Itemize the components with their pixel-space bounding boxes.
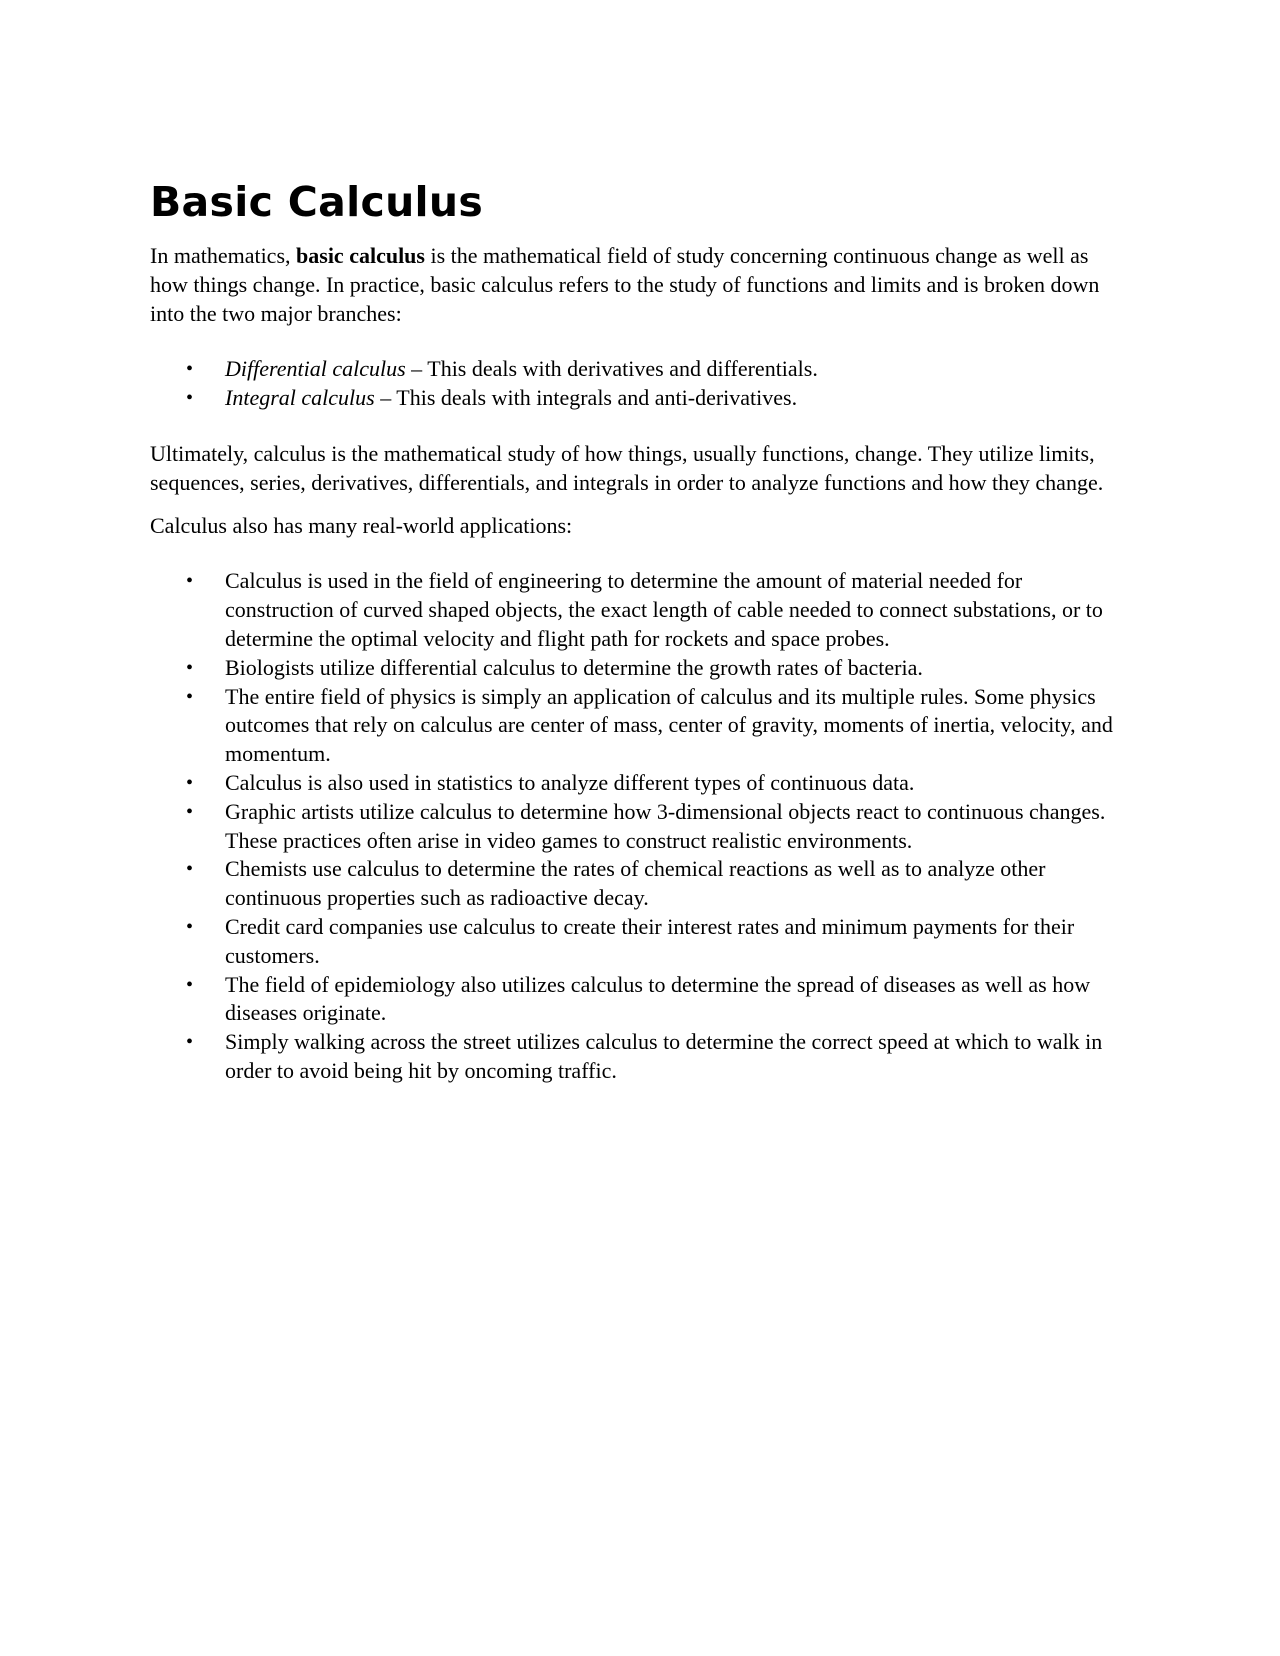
document-title: Basic Calculus (150, 178, 484, 226)
applications-intro: Calculus also has many real-world applications: (150, 512, 573, 538)
application-text: Graphic artists utilize calculus to determine how 3-dimensional objects react to continuous changes. These practices often arise in video games to construct realistic environments. (225, 798, 1106, 853)
branch-desc: – This deals with integrals and anti-derivatives. (374, 385, 798, 411)
bullet-icon: • (186, 387, 194, 410)
intro-paragraph (150, 242, 1130, 328)
bullet-icon: • (186, 973, 194, 996)
bullet-icon: • (186, 656, 194, 679)
bullet-icon: • (186, 915, 194, 938)
list-item (150, 769, 1130, 798)
application-text: Calculus is used in the field of engineering to determine the amount of material needed for construction of curved shaped objects, the exact length of cable needed to connect substations, or to determine the optimal velocity and flight path for rockets and space probes. (225, 568, 1103, 651)
bullet-icon: • (186, 570, 194, 593)
application-text: Biologists utilize differential calculus to determine the growth rates of bacteria. (225, 654, 923, 680)
list-item (150, 384, 1130, 413)
summary-paragraph: Ultimately, calculus is the mathematical study of how things, usually functions, change. They utilize limits, sequences, series, derivatives, differentials, and integrals in order to analyze functions and how they change. (150, 440, 1104, 495)
bullet-icon: • (186, 800, 194, 823)
bullet-icon: • (186, 858, 194, 881)
application-text: The entire field of physics is simply an application of calculus and its multiple rules. Some physics outcomes that rely on calculus are center of mass, center of gravity, moments of inertia, velocity, and momentum. (225, 683, 1113, 767)
bullet-icon: • (186, 771, 194, 794)
list-item (150, 913, 1130, 971)
branch-term: Integral calculus (225, 385, 375, 411)
application-text: Simply walking across the street utilizes calculus to determine the correct speed at which to walk in order to avoid being hit by oncoming traffic. (225, 1029, 1103, 1083)
branch-term: Differential calculus (225, 356, 406, 382)
list-item (150, 855, 1130, 913)
application-text: Credit card companies use calculus to create their interest rates and minimum payments for their customers. (225, 913, 1075, 968)
list-item (150, 683, 1130, 769)
list-item (150, 798, 1130, 856)
document-page (150, 176, 1130, 1086)
applications-list (150, 567, 1130, 1085)
branches-list (150, 355, 1130, 413)
list-item (150, 654, 1130, 683)
application-text: Chemists use calculus to determine the rates of chemical reactions as well as to analyze other continuous properties such as radioactive decay. (225, 856, 1046, 911)
list-item (150, 355, 1130, 384)
list-item (150, 971, 1130, 1029)
intro-prefix: In mathematics, (150, 243, 297, 268)
bullet-icon: • (186, 358, 194, 381)
intro-bold-term: basic calculus (296, 243, 425, 268)
intro-suffix: is the mathematical field of study concerning continuous change as well as how things change. In practice, basic calculus refers to the study of functions and limits and is broken down into the two major branches: (150, 243, 1100, 326)
list-item (150, 567, 1130, 653)
bullet-icon: • (186, 1031, 194, 1054)
application-text: Calculus is also used in statistics to analyze different types of continuous data. (225, 769, 915, 795)
branch-desc: – This deals with derivatives and differentials. (405, 356, 818, 382)
list-item (150, 1028, 1130, 1086)
bullet-icon: • (186, 685, 194, 708)
application-text: The field of epidemiology also utilizes calculus to determine the spread of diseases as well as how diseases originate. (225, 971, 1091, 1026)
